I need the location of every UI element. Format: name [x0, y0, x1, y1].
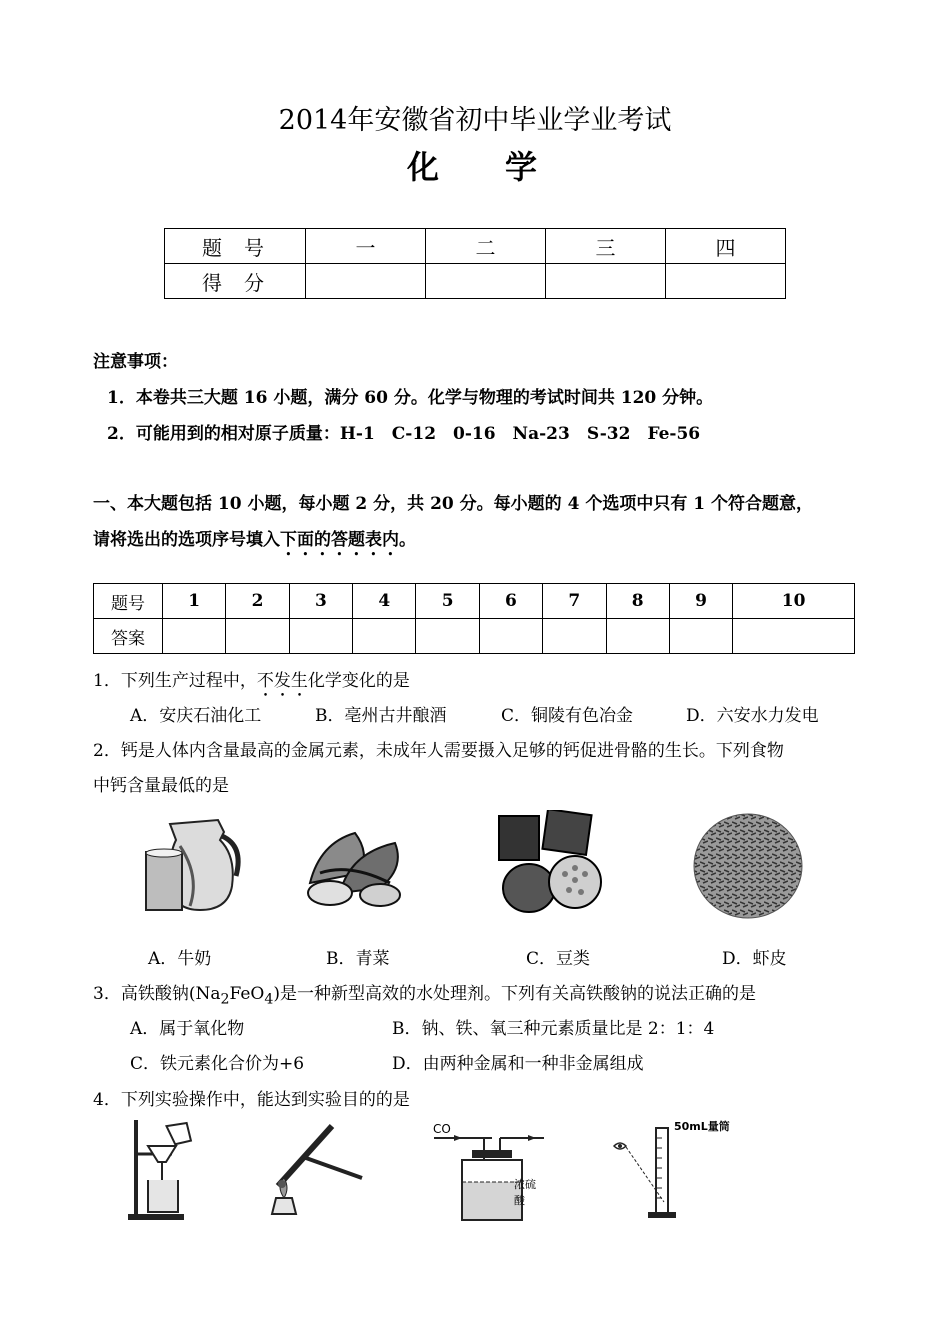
- answer-number-1: 1: [163, 584, 226, 619]
- measuring-cylinder-image: [612, 1120, 732, 1220]
- score-col-3: 三: [546, 229, 666, 264]
- answer-number-5: 5: [416, 584, 479, 619]
- q1-option-d: D．六安水力发电: [686, 706, 819, 726]
- note-item-2: 2．可能用到的相对原子质量：H-1 C-12 0-16 Na-23 S-32 Fe-56: [107, 424, 701, 444]
- q1-option-c: C．铜陵有色冶金: [501, 706, 634, 726]
- greens-image: [300, 813, 410, 913]
- q1-option-b: B．亳州古井酿酒: [315, 706, 447, 726]
- q3-stem-part1: 3．高铁酸钠(Na: [93, 984, 221, 1004]
- q3-option-b: B．钠、铁、氧三种元素质量比是 2：1：4: [392, 1019, 715, 1039]
- q2-option-b: B．青菜: [326, 949, 390, 969]
- question-2-line1: 2．钙是人体内含量最高的金属元素，未成年人需要摄入足够的钙促进骨骼的生长。下列食物: [93, 741, 784, 761]
- answer-cell-4[interactable]: [353, 619, 416, 654]
- q3-option-d: D．由两种金属和一种非金属组成: [392, 1054, 644, 1074]
- answer-number-9: 9: [669, 584, 732, 619]
- answer-table-number-row: [94, 584, 855, 619]
- score-col-1: 一: [306, 229, 426, 264]
- section1-instruction-line1: 一、本大题包括 10 小题，每小题 2 分，共 20 分。每小题的 4 个选项中只有 1 个符合题意，: [93, 494, 813, 514]
- measuring-cylinder-label: 50mL量筒: [674, 1120, 730, 1133]
- answer-number-4: 4: [353, 584, 416, 619]
- score-cell-4[interactable]: [666, 264, 786, 299]
- answer-table: [93, 583, 855, 654]
- answer-table-answer-row: [94, 619, 855, 654]
- q2-option-d: D．虾皮: [722, 949, 787, 969]
- answer-cell-6[interactable]: [479, 619, 542, 654]
- score-table: [164, 228, 786, 299]
- answer-cell-10[interactable]: [733, 619, 855, 654]
- q1-stem-emphasis: 不发生: [256, 671, 308, 691]
- answer-cell-5[interactable]: [416, 619, 479, 654]
- answer-cell-7[interactable]: [543, 619, 606, 654]
- q3-option-c: C．铁元素化合价为+6: [130, 1054, 305, 1074]
- q3-stem-part2: FeO: [229, 984, 265, 1004]
- score-col-2: 二: [426, 229, 546, 264]
- q3-stem-part3: )是一种新型高效的水处理剂。下列有关高铁酸钠的说法正确的是: [273, 984, 757, 1004]
- score-table-header-row: [165, 229, 786, 264]
- q3-subscript-1: 2: [220, 991, 230, 1008]
- question-1-stem: [93, 666, 410, 701]
- shrimp-skin-image: [692, 812, 804, 920]
- q3-option-a: A．属于氧化物: [130, 1019, 245, 1039]
- q2-option-c: C．豆类: [526, 949, 591, 969]
- answer-cell-3[interactable]: [289, 619, 352, 654]
- question-4-stem: 4．下列实验操作中，能达到实验目的的是: [93, 1090, 410, 1110]
- answer-cell-1[interactable]: [163, 619, 226, 654]
- section1-line2-end: 。: [399, 530, 416, 550]
- q3-subscript-2: 4: [264, 991, 274, 1008]
- section1-line2-emphasis: 下面的答题表内: [280, 530, 399, 550]
- score-cell-3[interactable]: [546, 264, 666, 299]
- section1-line2-start: 请将选出的选项序号填入: [93, 530, 280, 550]
- beans-image: [493, 810, 608, 920]
- score-table-row1-label: 题号: [165, 229, 306, 264]
- concentrated-sulfuric-acid-label: 浓硫酸: [514, 1178, 536, 1207]
- section1-instruction-line2: [93, 525, 416, 560]
- answer-number-2: 2: [226, 584, 289, 619]
- answer-cell-8[interactable]: [606, 619, 669, 654]
- answer-table-row1-label: 题号: [94, 584, 163, 619]
- question-3-stem: [93, 979, 756, 1007]
- note-item-1: 1．本卷共三大题 16 小题，满分 60 分。化学与物理的考试时间共 120 分钟。: [107, 388, 714, 408]
- score-cell-2[interactable]: [426, 264, 546, 299]
- score-col-4: 四: [666, 229, 786, 264]
- answer-number-8: 8: [606, 584, 669, 619]
- heating-test-tube-image: [266, 1118, 366, 1218]
- q1-option-a: A．安庆石油化工: [130, 706, 262, 726]
- milk-image: [140, 806, 250, 916]
- q1-stem-end: 化学变化的是: [307, 671, 410, 691]
- answer-number-3: 3: [289, 584, 352, 619]
- exam-title: 2014年安徽省初中毕业学业考试: [278, 105, 672, 136]
- answer-table-row2-label: 答案: [94, 619, 163, 654]
- answer-cell-9[interactable]: [669, 619, 732, 654]
- answer-number-7: 7: [543, 584, 606, 619]
- gas-washing-bottle-image: [432, 1124, 544, 1224]
- score-table-row2-label: 得分: [165, 264, 306, 299]
- q2-option-a: A．牛奶: [148, 949, 212, 969]
- q1-stem-start: 1．下列生产过程中，: [93, 671, 257, 691]
- answer-cell-2[interactable]: [226, 619, 289, 654]
- score-table-score-row: [165, 264, 786, 299]
- score-cell-1[interactable]: [306, 264, 426, 299]
- question-2-line2: 中钙含量最低的是: [93, 776, 229, 796]
- subject-title: 化学: [406, 148, 603, 186]
- notes-heading: 注意事项：: [93, 352, 178, 372]
- filtration-apparatus-image: [126, 1116, 198, 1222]
- answer-number-6: 6: [479, 584, 542, 619]
- answer-number-10: 10: [733, 584, 855, 619]
- co-label: CO: [433, 1122, 451, 1136]
